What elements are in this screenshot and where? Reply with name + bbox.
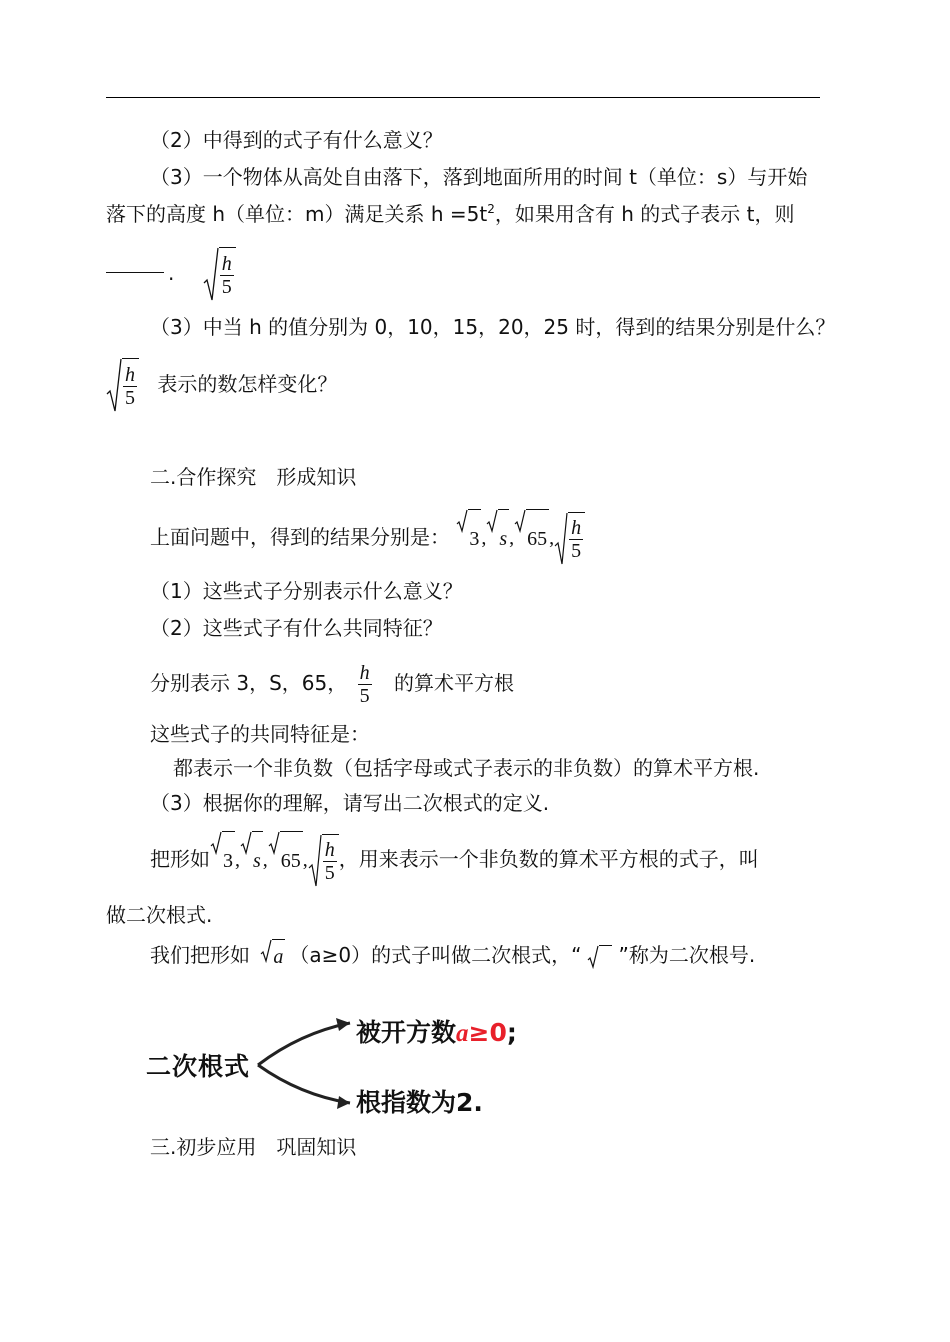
section-2-title — [150, 463, 356, 491]
diagram-branch-2: 根指数为2. — [356, 1088, 483, 1117]
header-rule — [106, 97, 820, 98]
q2-feature-text: （2）这些式子有什么共同特征？ — [150, 616, 443, 640]
answer-meaning-text-2: 的算术平方根 — [393, 671, 514, 695]
results-text: 上面问题中，得到的结果分别是： — [150, 525, 450, 549]
section-3-title-text: 三.初步应用 巩固知识 — [150, 1135, 357, 1159]
radical-sign-text-3: ”称为二次根号. — [618, 943, 756, 967]
question-3-cont-text-2: ，如果用含有 h 的式子表示 t，则 — [494, 202, 795, 226]
diagram-branch-1-end: ; — [506, 1018, 517, 1047]
sqrt-s: s — [486, 509, 509, 568]
sqrt-a: a — [260, 939, 285, 974]
definition-line — [150, 830, 759, 890]
results-math: 3 , s , 65 , $\frac{h}{5}$ — [456, 509, 585, 569]
diagram-branch-1 — [356, 1013, 517, 1049]
answer-blank — [106, 271, 164, 273]
answer-line — [106, 244, 236, 303]
sqrt-h-over-5-b: $\frac{h}{5}$ — [106, 358, 139, 414]
feature-intro-text: 这些式子的共同特征是： — [150, 722, 370, 746]
sqrt-3: 3 — [456, 509, 481, 568]
q3-definition-text: （3）根据你的理解，请写出二次根式的定义. — [150, 791, 550, 815]
change-question-text: 表示的数怎样变化？ — [157, 372, 338, 396]
change-question-line — [106, 355, 337, 414]
radical-diagram — [140, 1005, 560, 1125]
exponent: 2 — [487, 202, 495, 216]
feature-answer-line — [173, 754, 759, 782]
radical-sign-symbol — [587, 945, 612, 969]
question-values-text: （3）中当 h 的值分别为 0，10，15，20，25 时，得到的结果分别是什么？ — [150, 315, 836, 339]
definition-end-line — [106, 901, 212, 929]
sqrt-h-over-5 — [203, 247, 236, 303]
feature-intro-line — [150, 720, 370, 748]
section-3-title — [150, 1133, 356, 1161]
answer-meaning-text: 分别表示 3，S，65， — [150, 671, 348, 695]
definition-text-2: ，用来表示一个非负数的算术平方根的式子，叫 — [338, 847, 759, 871]
diagram-branch-1-var: a — [456, 1020, 469, 1047]
q1-meaning-line — [150, 577, 463, 605]
radical-sign-text-2: （a≥0）的式子叫做二次根式，“ — [289, 943, 582, 967]
question-values-line — [150, 313, 835, 341]
question-3-cont-text: 落下的高度 h（单位：m）满足关系 h =5t — [106, 202, 488, 226]
question-3-cont-line — [106, 200, 794, 228]
feature-answer-text: 都表示一个非负数（包括字母或式子表示的非负数）的算术平方根. — [173, 756, 760, 780]
question-2-text: （2）中得到的式子有什么意义？ — [150, 128, 443, 152]
question-3-text: （3）一个物体从高处自由落下，落到地面所用的时间 t（单位：s）与开始 — [150, 165, 808, 189]
definition-text: 把形如 — [150, 847, 210, 871]
q3-definition-line — [150, 789, 549, 817]
fraction-h-5: $\frac{h}{5}$ — [221, 252, 232, 298]
q1-meaning-text: （1）这些式子分别表示什么意义？ — [150, 579, 463, 603]
question-3-line — [150, 163, 807, 191]
sqrt-65: 65 — [514, 509, 549, 568]
section-2-title-text: 二.合作探究 形成知识 — [150, 465, 357, 489]
definition-end-text: 做二次根式. — [106, 903, 213, 927]
diagram-root: 二次根式 — [146, 1052, 251, 1081]
results-line — [150, 508, 585, 568]
sqrt-h-5-c: $\frac{h}{5}$ — [554, 512, 585, 566]
answer-meaning-line — [150, 654, 514, 712]
diagram-branch-1-cond: ≥0 — [468, 1018, 507, 1047]
diagram-branch-1-text: 被开方数 — [356, 1018, 457, 1047]
period: . — [168, 261, 175, 285]
fraction-h-5-d: $\frac{h}{5}$ — [359, 662, 370, 707]
radical-sign-line — [150, 938, 755, 974]
q2-feature-line — [150, 614, 443, 642]
radical-sign-text: 我们把形如 — [150, 943, 250, 967]
definition-math: 3 , s , 65 , $\frac{h}{5}$ — [210, 831, 339, 891]
question-2-line — [150, 126, 443, 154]
